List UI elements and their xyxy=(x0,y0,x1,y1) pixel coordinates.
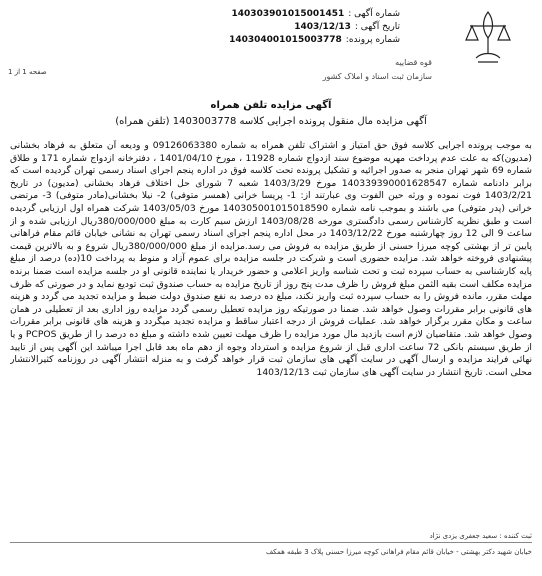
ad-number-row xyxy=(150,8,400,21)
document-subtitle: آگهی مزایده مال منقول پرونده اجرایی کلاسه 1403003778 (تلفن همراه) xyxy=(115,116,427,127)
file-number-row xyxy=(150,34,400,47)
ad-date-row xyxy=(150,21,400,34)
signer-line: ثبت کننده : سعید جعفری یزدی نژاد xyxy=(429,532,532,540)
emblem-caption: قوه قضاییه xyxy=(395,58,432,67)
ad-date-value: 1403/12/13 xyxy=(294,22,351,32)
ad-number-value: 140303901015001451 xyxy=(231,9,345,19)
body-paragraph: به موجب پرونده اجرایی کلاسه فوق حق امتیاز و اشتراک تلفن همراه به شماره 09126063380 و ودیعه آن متعلق به فرهاد بخشانی (مدیون)که به علت عدم پرداخت مهریه موضوع سند ازدواج شماره 11928 ، مورخ 1401/04/10 ، دفترخانه ازدواج شماره 171 و طلاق شماره 69 شهر تهران منجر به صدور اجرائیه و تشکیل پرونده تحت کلاسه فوق در اداره پنجم اجرای اسناد رسمی تهران گردیده است که برابر دادنامه شماره 140339390001628547 مورخ 1403/3/29 شعبه 7 شورای حل اختلاف فرهاد بخشانی (مدیون) در تاریخ 1403/2/21 فوت نموده و ورثه حین الفوت وی عبارتند از: 1- پریسا خرانی (همسر متوفی) 2- نیلا بخشانی(مادر متوفی) 3- مرتضی خرانی (پدر متوفی) می باشند و بموجب نامه شماره 140305001015018590 مورخ 1403/05/03 شرکت همراه اول ارزیابی گردیده است و طبق نظریه کارشناس رسمی دادگستری مورخه 1403/08/28 ارزش سیم کارت به مبلغ 380/000/000ریال ارزیابی شده و از ساعت 9 الی 12 روز چهارشنبه مورخ 1403/12/22 در محل اداره پنجم اجرای اسناد رسمی تهران به نشانی خیابان قائم مقام فراهانی پایین تر از بهشتی کوچه میرزا حسنی از طریق مزایده به فروش می رسد.مزایده از مبلغ 380/000/000ریال شروع و به بالاترین قیمت پیشنهادی فروخته خواهد شد. مزایده حضوری است و شرکت در جلسه مزایده برای عموم آزاد و منوط به پرداخت 10(ده) درصد از مبلغ پایه کارشناسی به حساب سپرده ثبت و تحت شناسه واریز اعلامی و حضور خریدار یا نماینده قانونی او در جلسه مزایده است ضمنا برنده مزایده مکلف است بقیه الثمن مبلغ فروش را ظرف مدت پنج روز از تاریخ مزایده به حساب صندوق ثبت تودیع نماید و در صورتی که ظرف مهلت مقرر، مانده فروش را به حساب سپرده ثبت واریز نکند، مبلغ ده درصد به نفع صندوق دولت ضبط و مزایده تجدید می گردد و هزینه های قانونی برابر مقررات وصول خواهد شد. ضمنا در صورتیکه روز مزایده تعطیل رسمی گردد مزایده روز اداری بعد از تعطیلی در همان ساعت و مکان مقرر برگزار خواهد شد. عملیات فروش از درجه اعتبار ساقط و مزایده تجدید میگردد و هزینه های قانونی برابر مقررات وصول خواهد شد. متقاضیان لازم است بازدید مال مورد مزایده را ظرف مهلت تعیین شده داشته و مبلغ ده درصد را از طریق PCPOS و یا از طریق سیستم بانکی 72 ساعت اداری قبل از شروع مزایده و استرداد وجوه از دهم ماه بعد قابل اجرا میباشد این آگهی پس از تایید نهائی فرایند مزایده و ارسال آگهی در سایت آگهی های سازمان ثبت قرار خواهد گرفت و به منزله انتشار آگهی در روزنامه کثیرالانتشار محلی است. تاریخ انتشار در سایت آگهی های سازمان ثبت 1403/12/13 xyxy=(10,140,532,378)
document-body xyxy=(10,140,532,379)
ad-date-label: تاریخ آگهی : xyxy=(354,22,400,32)
ad-metadata xyxy=(150,8,400,47)
document-title: آگهی مزایده تلفن همراه xyxy=(210,100,332,111)
file-number-label: شماره پرونده: xyxy=(345,35,400,45)
judiciary-emblem-icon xyxy=(448,6,528,70)
document-footer xyxy=(10,530,532,558)
page-indicator: صفحه 1 از 1 xyxy=(8,68,47,76)
office-address: خیابان شهید دکتر بهشتی - خیابان قائم مقام فراهانی کوچه میرزا حسنی پلاک 3 طبقه همکف xyxy=(10,542,532,558)
organization-caption: سازمان ثبت اسناد و املاک کشور xyxy=(322,72,432,81)
file-number-value: 140304001015003778 xyxy=(229,35,342,45)
ad-number-label: شماره آگهی : xyxy=(348,9,400,19)
